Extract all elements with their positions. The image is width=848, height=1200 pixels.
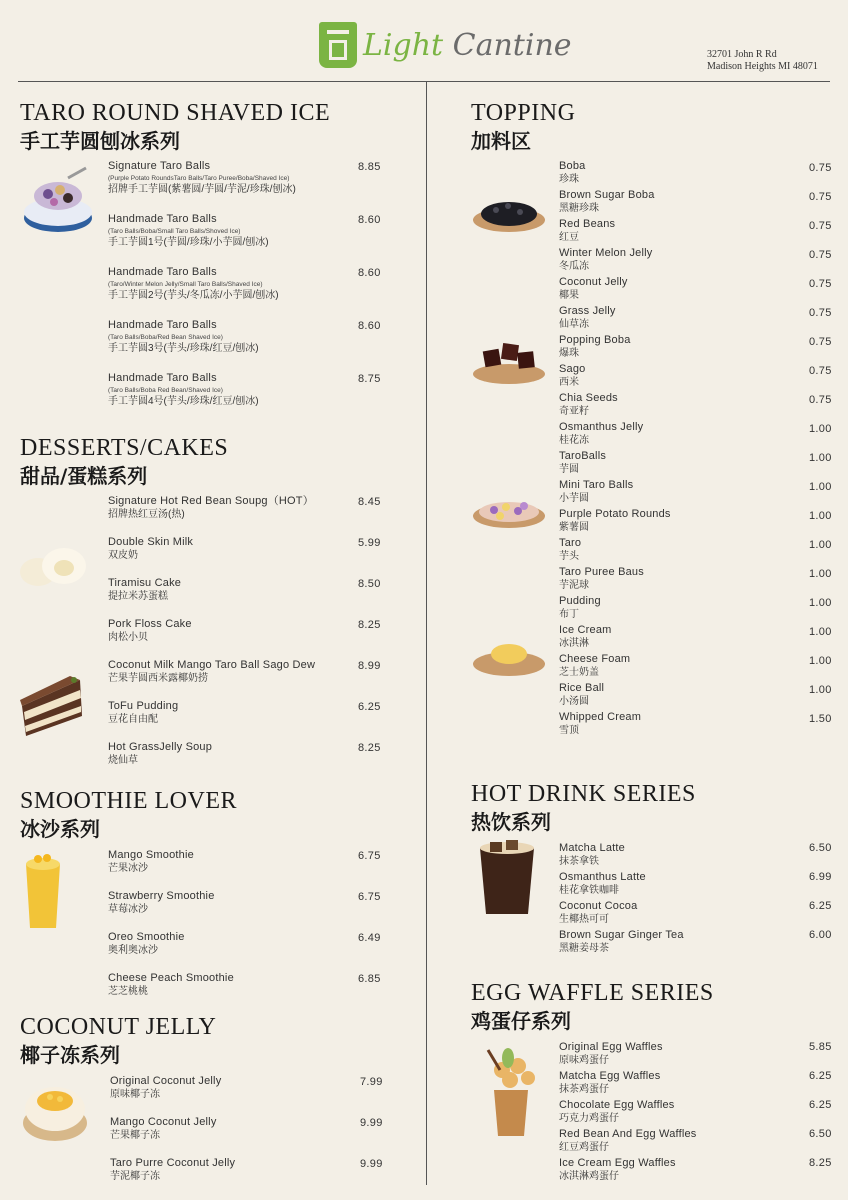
section-subtitle-coconut: 椰子冻系列: [20, 1043, 120, 1067]
item-chinese-name: 紫薯圆: [559, 522, 589, 533]
section-title-coconut: COCONUT JELLY: [20, 1014, 217, 1040]
item-chinese-name: 招牌热红豆汤(热): [108, 509, 185, 520]
item-price: 1.00: [809, 626, 832, 638]
section-subtitle-hotdrink: 热饮系列: [471, 810, 551, 834]
item-price: 0.75: [809, 191, 832, 203]
item-price: 6.50: [809, 1128, 832, 1140]
item-chinese-name: 原味鸡蛋仔: [559, 1055, 609, 1066]
item-price: 8.25: [358, 619, 381, 631]
egg-waffle-image: [478, 1040, 544, 1140]
item-chinese-name: 黑糖珍珠: [559, 203, 599, 214]
item-chinese-name: 雪顶: [559, 725, 579, 736]
item-name: Sago: [559, 363, 586, 375]
item-name: Red Beans: [559, 218, 616, 230]
menu-item: [108, 213, 269, 249]
item-chinese-name: 招牌手工芋圆(紫薯圆/芋圆/芋泥/珍珠/刨冰): [108, 184, 296, 195]
item-name: Cheese Peach Smoothie: [108, 972, 234, 984]
item-name: Ice Cream Egg Waffles: [559, 1157, 676, 1169]
menu-item: [559, 334, 631, 360]
item-price: 1.00: [809, 481, 832, 493]
menu-item: [559, 929, 684, 955]
item-price: 8.60: [358, 267, 381, 279]
section-subtitle-taro: 手工芋圆刨冰系列: [20, 129, 180, 153]
address-line-2: Madison Heights MI 48071: [707, 61, 818, 72]
item-chinese-name: 抹茶拿铁: [559, 856, 599, 867]
menu-item: [559, 1157, 676, 1183]
item-price: 8.85: [358, 161, 381, 173]
section-title-taro: TARO ROUND SHAVED ICE: [20, 100, 331, 126]
menu-item: [108, 931, 185, 957]
item-price: 1.50: [809, 713, 832, 725]
menu-item: [559, 1041, 663, 1067]
item-chinese-name: 芝士奶盖: [559, 667, 599, 678]
item-price: 6.99: [809, 871, 832, 883]
item-chinese-name: 烧仙草: [108, 755, 138, 766]
item-name: Grass Jelly: [559, 305, 616, 317]
item-chinese-name: 冰淇淋鸡蛋仔: [559, 1171, 619, 1182]
menu-item: [108, 266, 279, 302]
menu-item: [559, 711, 641, 737]
menu-item: [559, 1128, 697, 1154]
item-name: Pudding: [559, 595, 601, 607]
item-chinese-name: 提拉米苏蛋糕: [108, 591, 168, 602]
item-price: 1.00: [809, 510, 832, 522]
header-divider: [18, 81, 830, 82]
item-price: 9.99: [360, 1117, 383, 1129]
menu-item: [559, 624, 612, 650]
section-subtitle-desserts: 甜品/蛋糕系列: [20, 464, 148, 488]
item-price: 6.75: [358, 850, 381, 862]
item-chinese-name: 爆珠: [559, 348, 579, 359]
item-price: 6.49: [358, 932, 381, 944]
item-price: 8.75: [358, 373, 381, 385]
menu-item: [559, 1099, 674, 1125]
menu-item: [108, 890, 215, 916]
section-title-desserts: DESSERTS/CAKES: [20, 435, 229, 461]
pudding-topping-image: [472, 636, 546, 678]
item-price: 0.75: [809, 249, 832, 261]
purple-potato-topping-image: [472, 490, 546, 530]
item-name: Brown Sugar Boba: [559, 189, 655, 201]
cup-logo-icon: [319, 22, 357, 68]
item-name: Handmade Taro Balls: [108, 372, 217, 384]
item-chinese-name: 布丁: [559, 609, 579, 620]
item-name: Purple Potato Rounds: [559, 508, 671, 520]
item-chinese-name: 豆花自由配: [108, 714, 158, 725]
item-name: Winter Melon Jelly: [559, 247, 653, 259]
item-chinese-name: 草莓冰沙: [108, 904, 148, 915]
item-name: Taro Purre Coconut Jelly: [110, 1157, 236, 1169]
menu-item: [108, 577, 181, 603]
menu-item: [559, 566, 644, 592]
menu-item: [559, 871, 646, 897]
item-name: Cheese Foam: [559, 653, 631, 665]
item-chinese-name: 桂花冻: [559, 435, 589, 446]
item-name: Taro Puree Baus: [559, 566, 644, 578]
item-chinese-name: 冬瓜冻: [559, 261, 589, 272]
item-chinese-name: 双皮奶: [108, 550, 138, 561]
item-price: 6.25: [809, 900, 832, 912]
menu-item: [559, 450, 606, 476]
item-chinese-name: 芝芝桃桃: [108, 986, 148, 997]
item-price: 0.75: [809, 365, 832, 377]
item-price: 1.00: [809, 423, 832, 435]
item-price: 8.25: [809, 1157, 832, 1169]
item-chinese-name: 生椰热可可: [559, 914, 609, 925]
menu-item: [559, 218, 615, 244]
menu-item: [559, 595, 601, 621]
item-price: 6.25: [809, 1099, 832, 1111]
item-chinese-name: 芋泥椰子冻: [110, 1171, 160, 1182]
menu-item: [559, 842, 625, 868]
item-name: Mini Taro Balls: [559, 479, 634, 491]
menu-item: [108, 659, 315, 685]
item-name: Matcha Latte: [559, 842, 625, 854]
item-name: Mango Smoothie: [108, 849, 194, 861]
item-price: 8.25: [358, 742, 381, 754]
tiramisu-cake-image: [18, 670, 88, 742]
brand-logo: [319, 22, 572, 68]
item-name: Coconut Jelly: [559, 276, 628, 288]
menu-item: [108, 972, 234, 998]
item-chinese-name: 珍珠: [559, 174, 579, 185]
menu-item: [110, 1157, 235, 1183]
item-name: Osmanthus Latte: [559, 871, 646, 883]
item-chinese-name: 西米: [559, 377, 579, 388]
item-name: Tiramisu Cake: [108, 577, 182, 589]
menu-item: [559, 363, 586, 389]
item-chinese-name: 芒果椰子冻: [110, 1130, 160, 1141]
item-price: 6.25: [358, 701, 381, 713]
item-description: (Purple Potato RoundsTaro Balls/Taro Puree/Boba/Shaved Ice): [108, 175, 290, 182]
section-subtitle-topping: 加料区: [471, 129, 531, 153]
section-title-waffle: EGG WAFFLE SERIES: [471, 980, 714, 1006]
menu-item: [108, 319, 259, 355]
item-chinese-name: 小汤圆: [559, 696, 589, 707]
item-price: 1.00: [809, 452, 832, 464]
item-price: 6.50: [809, 842, 832, 854]
menu-item: [110, 1075, 221, 1101]
taro-shaved-ice-image: [18, 160, 98, 240]
item-price: 7.99: [360, 1076, 383, 1088]
section-title-topping: TOPPING: [471, 100, 576, 126]
menu-item: [108, 372, 259, 408]
item-description: (Taro/Winter Melon Jelly/Small Taro Balls/Shaved Ice): [108, 281, 263, 288]
menu-item: [559, 900, 637, 926]
item-chinese-name: 奥利奥冰沙: [108, 945, 158, 956]
item-description: (Taro Balls/Boba/Small Taro Balls/Shoved Ice): [108, 228, 241, 235]
item-name: Hot GrassJelly Soup: [108, 741, 213, 753]
item-chinese-name: 原味椰子冻: [110, 1089, 160, 1100]
section-title-smoothie: SMOOTHIE LOVER: [20, 788, 237, 814]
item-price: 1.00: [809, 539, 832, 551]
menu-item: [110, 1116, 217, 1142]
menu-item: [108, 160, 296, 196]
mango-smoothie-image: [20, 850, 66, 930]
item-price: 0.75: [809, 278, 832, 290]
item-price: 6.00: [809, 929, 832, 941]
item-name: Matcha Egg Waffles: [559, 1070, 661, 1082]
item-chinese-name: 芒果冰沙: [108, 863, 148, 874]
item-chinese-name: 抹茶鸡蛋仔: [559, 1084, 609, 1095]
item-chinese-name: 手工芋圆4号(芋头/珍珠/红豆/刨冰): [108, 396, 259, 407]
item-chinese-name: 仙草冻: [559, 319, 589, 330]
item-chinese-name: 巧克力鸡蛋仔: [559, 1113, 619, 1124]
item-price: 0.75: [809, 394, 832, 406]
item-name: ToFu Pudding: [108, 700, 179, 712]
item-price: 1.00: [809, 568, 832, 580]
double-skin-milk-image: [18, 540, 90, 590]
menu-item: [108, 618, 192, 644]
item-name: Coconut Cocoa: [559, 900, 638, 912]
item-description: (Taro Balls/Boba Red Bean/Shaved Ice): [108, 387, 223, 394]
menu-item: [559, 421, 643, 447]
item-name: Boba: [559, 160, 586, 172]
item-price: 0.75: [809, 162, 832, 174]
item-name: Double Skin Milk: [108, 536, 194, 548]
item-chinese-name: 冰淇淋: [559, 638, 589, 649]
grass-jelly-topping-image: [472, 338, 546, 386]
item-chinese-name: 手工芋圆2号(芋头/冬瓜冻/小芋圆/刨冰): [108, 290, 279, 301]
item-name: Signature Taro Balls: [108, 160, 211, 172]
brand-name: Light Cantine: [363, 27, 572, 63]
menu-item: [559, 682, 604, 708]
menu-item: [108, 741, 212, 767]
item-chinese-name: 芒果芋圆西米露椰奶捞: [108, 673, 208, 684]
item-price: 9.99: [360, 1158, 383, 1170]
item-name: TaroBalls: [559, 450, 607, 462]
item-price: 1.00: [809, 597, 832, 609]
item-name: Coconut Milk Mango Taro Ball Sago Dew: [108, 659, 316, 671]
section-subtitle-waffle: 鸡蛋仔系列: [471, 1009, 571, 1033]
menu-item: [108, 536, 193, 562]
item-chinese-name: 红豆鸡蛋仔: [559, 1142, 609, 1153]
item-name: Rice Ball: [559, 682, 605, 694]
menu-item: [559, 276, 628, 302]
item-price: 8.45: [358, 496, 381, 508]
store-address: [707, 49, 818, 73]
item-price: 5.99: [358, 537, 381, 549]
menu-item: [559, 653, 630, 679]
column-divider: [426, 82, 427, 1185]
item-price: 5.85: [809, 1041, 832, 1053]
item-name: Handmade Taro Balls: [108, 319, 217, 331]
item-name: Original Coconut Jelly: [110, 1075, 222, 1087]
menu-item: [559, 247, 652, 273]
item-name: Red Bean And Egg Waffles: [559, 1128, 697, 1140]
item-price: 8.60: [358, 214, 381, 226]
item-price: 8.60: [358, 320, 381, 332]
menu-item: [108, 495, 314, 521]
menu-item: [559, 305, 616, 331]
menu-item: [559, 537, 581, 563]
item-name: Chocolate Egg Waffles: [559, 1099, 675, 1111]
item-name: Popping Boba: [559, 334, 631, 346]
item-chinese-name: 手工芋圆3号(芋头/珍珠/红豆/刨冰): [108, 343, 259, 354]
item-description: (Taro Balls/Boba/Red Bean Shaved Ice): [108, 334, 223, 341]
item-chinese-name: 椰果: [559, 290, 579, 301]
item-price: 0.75: [809, 307, 832, 319]
menu-item: [559, 1070, 660, 1096]
item-name: Oreo Smoothie: [108, 931, 185, 943]
menu-item: [559, 392, 618, 418]
item-chinese-name: 红豆: [559, 232, 579, 243]
item-name: Chia Seeds: [559, 392, 618, 404]
item-name: Brown Sugar Ginger Tea: [559, 929, 684, 941]
item-name: Taro: [559, 537, 582, 549]
item-chinese-name: 芋圆: [559, 464, 579, 475]
item-price: 6.25: [809, 1070, 832, 1082]
hot-drink-image: [474, 838, 540, 918]
item-name: Original Egg Waffles: [559, 1041, 663, 1053]
menu-item: [559, 508, 671, 534]
item-chinese-name: 桂花拿铁咖啡: [559, 885, 619, 896]
menu-item: [559, 160, 586, 186]
item-price: 8.99: [358, 660, 381, 672]
item-price: 8.50: [358, 578, 381, 590]
item-chinese-name: 手工芋圆1号(芋圆/珍珠/小芋圆/刨冰): [108, 237, 269, 248]
item-chinese-name: 黑糖姜母茶: [559, 943, 609, 954]
item-price: 1.00: [809, 684, 832, 696]
item-price: 6.85: [358, 973, 381, 985]
boba-topping-image: [472, 190, 546, 234]
item-name: Strawberry Smoothie: [108, 890, 215, 902]
item-price: 1.00: [809, 655, 832, 667]
item-chinese-name: 小芋圆: [559, 493, 589, 504]
item-name: Mango Coconut Jelly: [110, 1116, 217, 1128]
section-title-hotdrink: HOT DRINK SERIES: [471, 781, 696, 807]
item-chinese-name: 奇亚籽: [559, 406, 589, 417]
item-name: Handmade Taro Balls: [108, 266, 217, 278]
section-subtitle-smoothie: 冰沙系列: [20, 817, 100, 841]
item-name: Whipped Cream: [559, 711, 642, 723]
menu-item: [108, 849, 194, 875]
address-line-1: 32701 John R Rd: [707, 49, 777, 60]
item-name: Handmade Taro Balls: [108, 213, 217, 225]
item-chinese-name: 芋泥球: [559, 580, 589, 591]
menu-item: [559, 479, 633, 505]
item-name: Ice Cream: [559, 624, 612, 636]
menu-item: [108, 700, 178, 726]
item-price: 0.75: [809, 220, 832, 232]
coconut-jelly-image: [20, 1075, 90, 1145]
item-price: 6.75: [358, 891, 381, 903]
item-chinese-name: 肉松小贝: [108, 632, 148, 643]
item-name: Osmanthus Jelly: [559, 421, 644, 433]
item-price: 0.75: [809, 336, 832, 348]
menu-item: [559, 189, 655, 215]
item-chinese-name: 芋头: [559, 551, 579, 562]
item-name: Signature Hot Red Bean Soupg（HOT）: [108, 495, 314, 507]
item-name: Pork Floss Cake: [108, 618, 192, 630]
